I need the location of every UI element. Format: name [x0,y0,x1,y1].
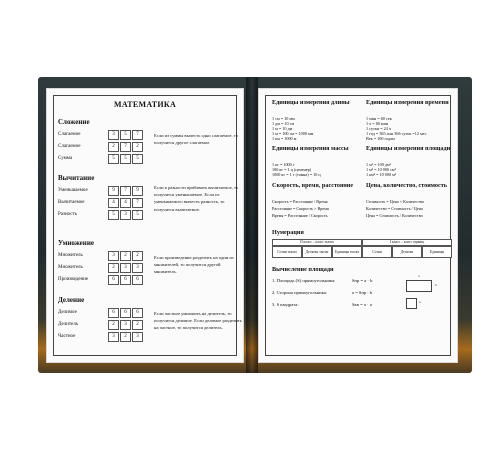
table-cell: 7 [120,142,131,152]
row-label: Уменьшаемое [58,188,88,193]
speed-formula: Скорость = Расстояние / Время [272,199,328,204]
heading-area-calc: Вычисление площади [272,266,334,273]
length-line: 1 м = 10 дм [272,126,293,131]
row-label: Разность [58,212,77,217]
time-line: 1 ч = 60 мин [366,121,389,126]
row-label: Вычитаемое [58,200,85,205]
time-line: 1 мин = 60 сек [366,116,392,121]
side-label-b: b [435,283,437,287]
speed-formula: Расстояние = Скорость × Время [272,206,329,211]
table-cell: 7 [132,198,143,208]
table-cell: 5 [108,210,119,220]
heading-numeration: Нумерация [272,229,304,236]
table-cell: 6 [108,308,119,318]
square-diagram [406,298,417,309]
row-label: Слагаемое [58,144,81,149]
table-cell: 2 [108,263,119,273]
numeration-class-units: I класс – класс единиц [362,239,452,246]
rectangle-diagram [406,280,432,292]
table-cell: 3 [120,263,131,273]
table-row [58,274,144,285]
heading-length-units: Единицы измерения длины [272,99,350,106]
table-row [58,185,144,196]
area-line: 1 м² = 10 000 см² [366,167,396,172]
table-cell: 6 [120,308,131,318]
area-calc-formula: a = Sпр : b [352,290,373,295]
mass-line: 1000 кг = 1 т (тонна) = 10 ц [272,172,321,177]
table-cell: 2 [108,142,119,152]
table-cell: 6 [132,275,143,285]
table-cell: 3 [108,251,119,261]
table-row [58,153,144,164]
heading-mass-units: Единицы измерения массы [272,145,349,152]
time-line: 1 сутки = 24 ч [366,126,391,131]
area-calc-item: 2. Сторона прямоугольника: [272,290,328,295]
numeration-class-row [272,239,452,246]
table-cell: 2 [132,142,143,152]
row-label: Множитель [58,265,83,270]
table-cell: 5 [108,154,119,164]
table-row [58,319,144,330]
row-label: Делитель [58,322,79,327]
length-line: 1 см = 10 мм [272,116,295,121]
table-cell: 2 [108,320,119,330]
numeration-col: Сотни тысяч [272,246,302,258]
table-cell: 6 [108,275,119,285]
left-page [46,88,244,363]
section-heading-multiplication: Умножение [58,239,94,247]
right-page-frame [265,95,451,356]
area-calc-item: 3. S квадрата: [272,302,299,307]
mass-line: 1 кг = 1000 г [272,162,295,167]
table-cell: 2 [132,251,143,261]
table-row [58,307,144,318]
table-cell: 5 [120,154,131,164]
table-cell: 3 [132,263,143,273]
heading-time-units: Единицы измерения времени [366,99,449,106]
price-formula: Количество = Стоимость / Цена [366,206,423,211]
time-line: 1 год = 365 или 366 суток =12 мес [366,131,427,136]
table-row [58,129,144,140]
table-row [58,250,144,261]
table-cell: 9 [108,186,119,196]
right-page [258,88,458,363]
table-row [58,331,144,342]
row-label: Множитель [58,253,83,258]
table-cell: 5 [132,154,143,164]
section-heading-subtraction: Вычитание [58,174,95,182]
section-heading-addition: Сложение [58,118,90,126]
numeration-cols-row [272,246,452,258]
table-row [58,141,144,152]
row-label: Сумма [58,156,73,161]
row-label: Делимое [58,310,77,315]
table-row [58,209,144,220]
table-cell: 3 [132,332,143,342]
price-formula: Стоимость = Цена × Количество [366,199,424,204]
time-line: Век = 100 годам [366,136,395,141]
section-heading-division: Деление [58,296,85,304]
row-label: Произведение [58,277,89,282]
numeration-class-thousands: II класс – класс тысяч [272,239,362,246]
table-cell: 3 [108,130,119,140]
price-formula: Цена = Стоимость / Количество [366,213,423,218]
rule-text: Если к разности прибавить вычитаемое, то получится уменьшаемое. Если из уменьшаемого вычесть разность, то получится вычитаемое. [154,185,239,212]
side-label-a: a [418,274,420,278]
rule-text: Если частное умножить на делитель, то получится делимое. Если делимое разделить на частное, то получится делитель. [154,311,242,331]
book-spine [246,77,258,373]
table-cell: 3 [108,332,119,342]
area-calc-formula: Sпр = a · b [352,278,373,283]
rule-text: Если произведение разделить на один из множителей, то получится другой множитель. [154,255,234,275]
table-cell: 7 [120,186,131,196]
row-label: Частное [58,334,76,339]
area-calc-item: 1. Площадь (S) прямоугольника: [272,278,336,283]
row-label: Слагаемое [58,132,81,137]
speed-formula: Время = Расстояние / Скорость [272,213,328,218]
table-cell: 4 [120,198,131,208]
length-line: 1 км = 1000 м [272,136,297,141]
table-row [58,262,144,273]
area-line: 1 км² = 10 000 м² [366,172,397,177]
area-line: 1 м² = 100 дм² [366,162,391,167]
table-row [58,197,144,208]
mass-line: 100 кг = 1 ц (центнер) [272,167,312,172]
table-cell: 3 [120,320,131,330]
heading-speed: Скорость, время, расстояние [272,182,354,189]
numeration-col: Десятки тысяч [302,246,332,258]
table-cell: 5 [132,210,143,220]
table-cell: 7 [132,130,143,140]
area-calc-formula: Sкв = a · a [352,302,372,307]
numeration-col: Единицы [422,246,452,258]
heading-price: Цена, количество, стоимость [366,182,448,189]
numeration-col: Единицы тысяч [332,246,362,258]
rule-text: Если из суммы вычесть одно слагаемое, то получится другое слагаемое. [154,133,239,146]
length-line: 1 м = 100 см = 1000 мм [272,131,314,136]
heading-area-units: Единицы измерения площади [366,145,451,152]
table-cell: 3 [120,210,131,220]
square-side-label: a [419,300,421,304]
table-cell: 2 [132,320,143,330]
numeration-col: Сотни [362,246,392,258]
table-cell: 2 [120,251,131,261]
table-cell: 4 [108,198,119,208]
numeration-col: Десятки [392,246,422,258]
table-cell: 6 [132,308,143,318]
table-cell: 2 [120,332,131,342]
page-title: МАТЕМАТИКА [113,100,177,109]
table-cell: 9 [132,186,143,196]
left-page-frame [53,95,242,356]
table-cell: 6 [120,275,131,285]
table-cell: 5 [120,130,131,140]
length-line: 1 дм = 10 см [272,121,295,126]
